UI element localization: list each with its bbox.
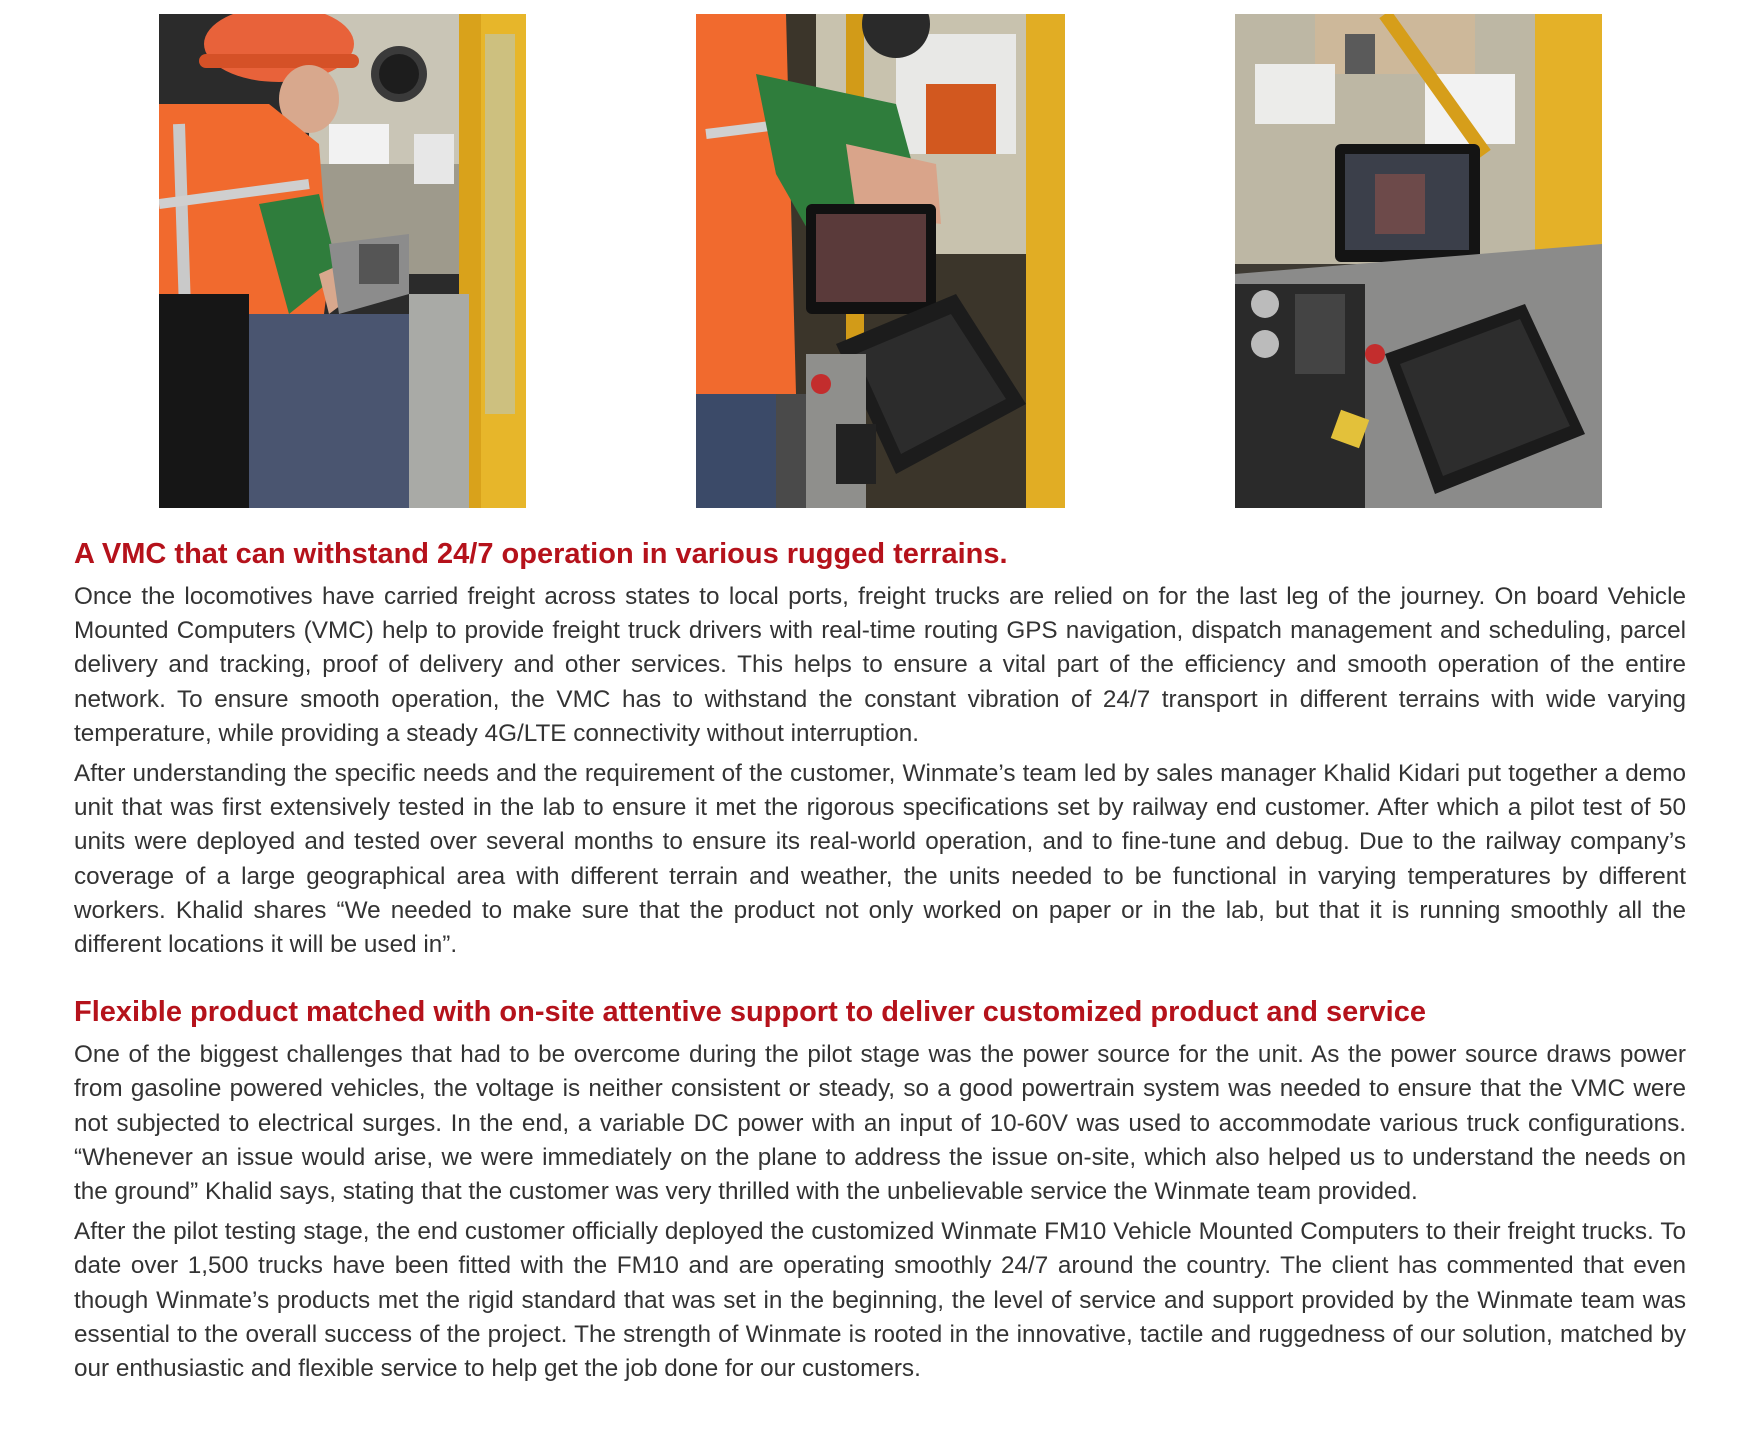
section-2-paragraph-1: One of the biggest challenges that had to be overcome during the pilot stage was the power source for the unit. As the power source draws power from gasoline powered vehicles, the voltage is neither consistent or steady, so a good powertrain system was needed to ensure that the VMC were not subjected to electrical surges. In the end, a variable DC power with an input of 10-60V was used to accommodate various truck configurations. “Whenever an issue would arise, we were immediately on the plane to address the issue on-site, which also helped us to understand the needs on the ground” Khalid says, stating that the customer was very thrilled with the unbelievable service the Winmate team provided. (74, 1041, 1686, 1206)
section-2-paragraph-2: After the pilot testing stage, the end customer officially deployed the customized Winmate FM10 Vehicle Mounted Computers to their freight trucks. To date over 1,500 trucks have been fitted with the FM10 and are operating smoothly 24/7 around the country. The client has commented that even though Winmate’s products met the rigid standard that was set in the beginning, the level of service and support provided by the Winmate team was essential to the overall success of the project. The strength of Winmate is rooted in the innovative, tactile and ruggedness of our solution, matched by our enthusiastic and flexible service to help get the job done for our customers. (74, 1218, 1686, 1383)
photo-gallery (0, 14, 1750, 508)
article-body (74, 532, 1686, 1386)
photo-worker-in-cab (159, 14, 526, 508)
photo-worker-using-vmc (696, 14, 1065, 508)
section-heading-vmc: A VMC that can withstand 24/7 operation in various rugged terrains. (74, 538, 1008, 570)
photo-mounted-vmc (1235, 14, 1602, 508)
section-heading-support: Flexible product matched with on-site attentive support to deliver customized product and service (74, 996, 1426, 1029)
section-1-paragraph-2: After understanding the specific needs and the requirement of the customer, Winmate’s team led by sales manager Khalid Kidari put together a demo unit that was first extensively tested in the lab to ensure it met the rigorous specifications set by railway end customer. After which a pilot test of 50 units were deployed and tested over several months to ensure its real-world operation, and to fine-tune and debug. Due to the railway company’s coverage of a large geographical area with different terrain and weather, the units needed to be functional in varying temperatures by different workers. Khalid shares “We needed to make sure that the product not only worked on paper or in the lab, but that it is running smoothly all the different locations it will be used in”. (74, 760, 1686, 959)
photo-worker-in-cab-image (159, 14, 526, 508)
photo-worker-using-vmc-image (696, 14, 1065, 508)
section-1-paragraph-1: Once the locomotives have carried freight across states to local ports, freight trucks are relied on for the last leg of the journey. On board Vehicle Mounted Computers (VMC) help to provide freight truck drivers with real-time routing GPS navigation, dispatch management and scheduling, parcel delivery and tracking, proof of delivery and other services. This helps to ensure a vital part of the efficiency and smooth operation of the entire network. To ensure smooth operation, the VMC has to withstand the constant vibration of 24/7 transport in different terrains with wide varying temperature, while providing a steady 4G/LTE connectivity without interruption. (74, 583, 1686, 747)
photo-mounted-vmc-image (1235, 14, 1602, 508)
